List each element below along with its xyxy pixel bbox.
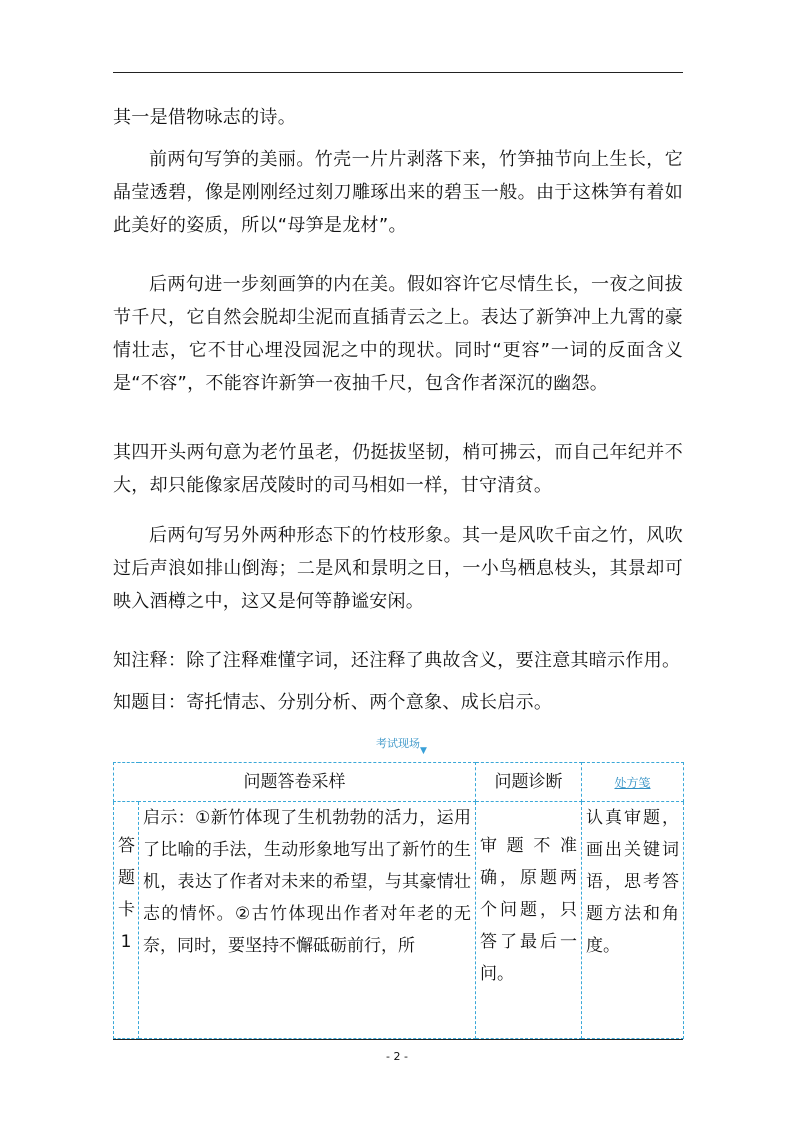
chevron-down-icon: ▼	[420, 746, 427, 756]
header-prescription	[582, 763, 684, 802]
exam-section-label	[376, 735, 427, 756]
table-row	[114, 802, 684, 1039]
diagnosis-text: 审题不准确，原题两个问题，只答了最后一问。	[476, 802, 582, 1039]
prescription-label: 处方笺	[614, 775, 651, 790]
paragraph-1: 其一是借物咏志的诗。	[113, 107, 296, 128]
paragraph-2: 前两句写笋的美丽。竹壳一片片剥落下来，竹笋抽节向上生长，它晶莹透碧，像是刚刚经过刻刀雕琢出来的碧玉一般。由于这株笋有着如此美好的姿质，所以“母笋是龙材”。	[113, 149, 683, 236]
bottom-rule	[113, 1039, 683, 1040]
paragraph-3: 后两句进一步刻画笋的内在美。假如容许它尽情生长，一夜之间拔节千尺，它自然会脱却尘泥而直插青云之上。表达了新笋冲上九霄的豪情壮志，它不甘心埋没园泥之中的现状。同时“更容”一词的反面含义是“不容”，不能容许新笋一夜抽千尺，包含作者深沉的幽怨。	[113, 274, 683, 394]
prescription-text: 认真审题，画出关键词语，思考答题方法和角度。	[582, 802, 684, 1039]
paragraph-6: 知注释：除了注释难懂字词，还注释了典故含义，要注意其暗示作用。	[113, 650, 681, 671]
answer-sample-text: 启示：①新竹体现了生机勃勃的活力，运用了比喻的手法，生动形象地写出了新竹的生机，表达了作者对未来的希望，与其豪情壮志的情怀。②古竹体现出作者对年老的无奈，同时，要坚持不懈砥砺前行，所	[139, 802, 476, 1039]
answer-card-label: 答题卡1	[114, 802, 139, 1039]
table-header-row	[114, 763, 684, 802]
header-answer-sample: 问题答卷采样	[114, 763, 476, 802]
page-number: - 2 -	[386, 1050, 408, 1063]
header-diagnosis: 问题诊断	[476, 763, 582, 802]
top-rule	[113, 72, 683, 73]
answer-sheet-table	[113, 762, 684, 1039]
paragraph-5: 后两句写另外两种形态下的竹枝形象。其一是风吹千亩之竹，风吹过后声浪如排山倒海；二是风和景明之日，一小鸟栖息枝头，其景却可映入酒樽之中，这又是何等静谧安闲。	[113, 525, 683, 612]
paragraph-7: 知题目：寄托情志、分别分析、两个意象、成长启示。	[113, 692, 553, 713]
exam-section-text: 考试现场	[376, 737, 420, 750]
paragraph-4: 其四开头两句意为老竹虽老，仍挺拔坚韧，梢可拂云，而自己年纪并不大，却只能像家居茂陵时的司马相如一样，甘守清贫。	[113, 442, 683, 496]
exam-section-header	[113, 732, 683, 754]
